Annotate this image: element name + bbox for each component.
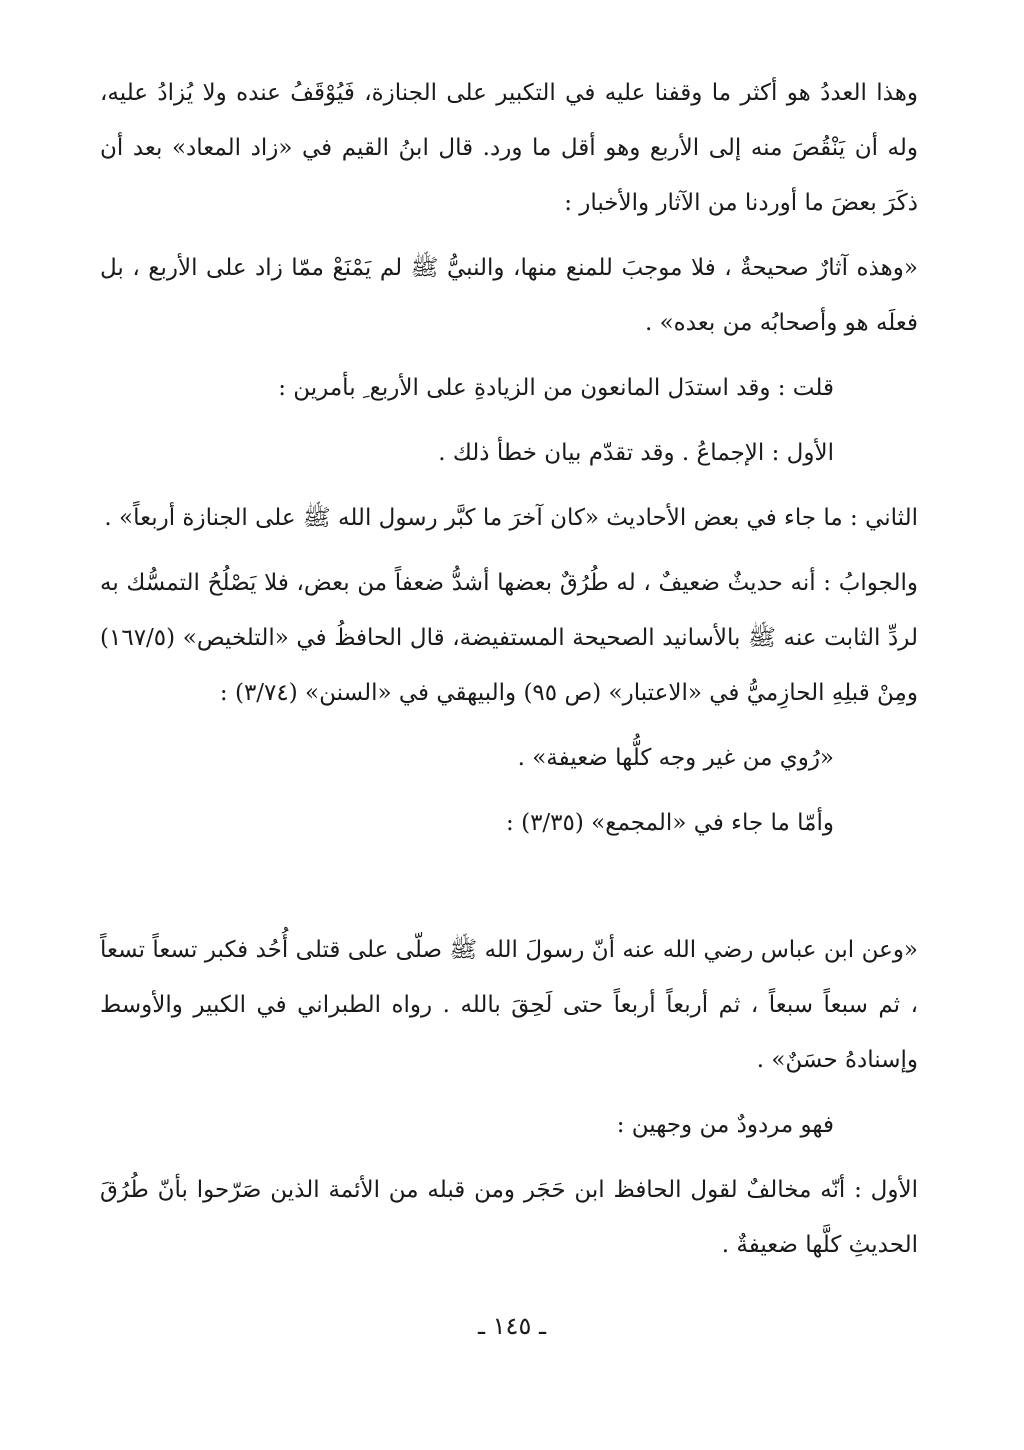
paragraph-second-objection: الثاني : ما جاء في بعض الأحاديث «كان آخرَ ما كبَّر رسول الله ﷺ على الجنازة أربعاً» . (104, 505, 918, 531)
paragraph-answer: والجوابُ : أنه حديثٌ ضعيفٌ ، له طُرُقٌ بعضها أشدُّ ضعفاً من بعض، فلا يَصْلُحُ التمسُّك به لردِّ الثابت عنه ﷺ بالأسانيد الصحيحة المستفيضة، قال الحافظُ في «التلخيص» (١٦٧/٥) ومِنْ قبلِهِ الحازِميُّ في «الاعتبار» (ص ٩٥) والبيهقي في «السنن» (٣/٧٤) : (100, 570, 918, 706)
paragraph-two-reasons: فهو مردودٌ من وجهين : (616, 1112, 834, 1138)
paragraph-ibn-qayyim-intro: وهذا العددُ هو أكثر ما وقفنا عليه في التكبير على الجنازة، فَيُوْقَفُ عنده ولا يُزادُ عليه، وله أن يَنْقُصَ منه إلى الأربع وهو أقل ما ورد. قال ابنُ القيم في «زاد المعاد» بعد أن ذكَرَ بعضَ ما أوردنا من الآثار والأخبار : (100, 80, 918, 216)
paragraph-first-reason: الأول : أنّه مخالفٌ لقول الحافظ ابن حَجَر ومن قبله من الأئمة الذين صَرّحوا بأنّ طُرُقَ الحديثِ كلَّها ضعيفةٌ . (100, 1177, 918, 1258)
paragraph-two-objections: قلت : وقد استدَل المانعون من الزيادةِ على الأربع ِ بأمرين : (278, 375, 834, 401)
paragraph-ibn-abbas-hadith: «وعن ابن عباس رضي الله عنه أنّ رسولَ الله ﷺ صلّى على قتلى أُحُد فكبر تسعاً تسعاً ، ثم سبعاً سبعاً ، ثم أربعاً أربعاً حتى لَحِقَ بالله . رواه الطبراني في الكبير والأوسط وإسنادهُ حسَنٌ» . (100, 937, 918, 1073)
document-page (100, 66, 918, 1273)
paragraph-majma-intro: وأمّا ما جاء في «المجمع» (٣/٣٥) : (506, 810, 834, 836)
paragraph-zad-quote: «وهذه آثارٌ صحيحةٌ ، فلا موجبَ للمنع منها، والنبيُّ ﷺ لم يَمْنَعْ ممّا زاد على الأربع ، بل فعلَه هو وأصحابُه من بعده» . (100, 255, 918, 336)
paragraph-weak-quote: «رُوي من غير وجه كلُّها ضعيفة» . (517, 745, 834, 771)
paragraph-first-objection: الأول : الإجماعُ . وقد تقدّم بيان خطأ ذلك . (438, 440, 834, 466)
page-number: ـ ١٤٥ ـ (477, 1312, 546, 1340)
